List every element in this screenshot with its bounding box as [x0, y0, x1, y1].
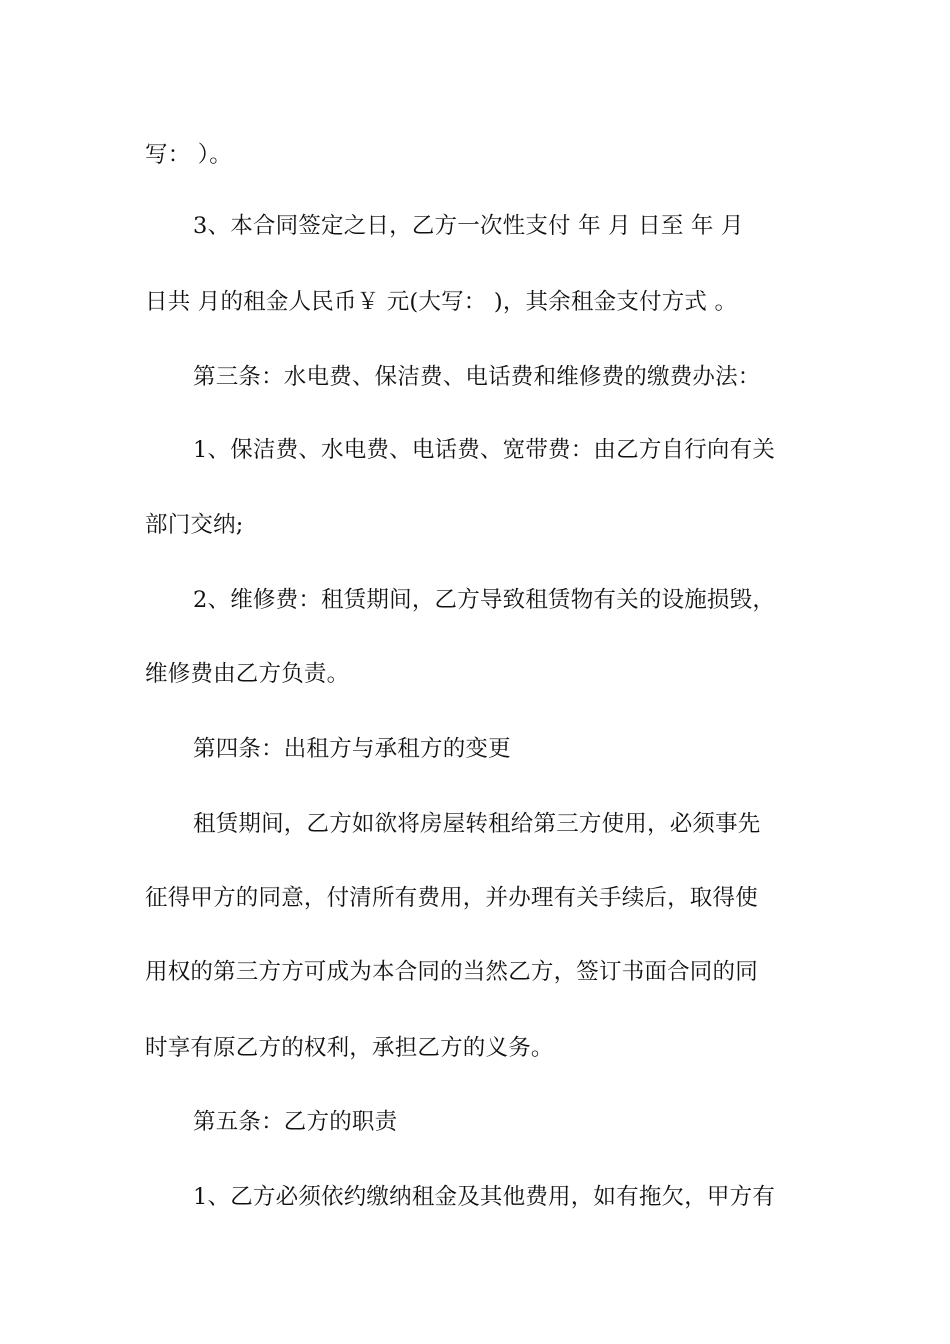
text-line: 用权的第三方方可成为本合同的当然乙方，签订书面合同的同	[145, 959, 758, 985]
text-line: 1、保洁费、水电费、电话费、宽带费：由乙方自行向有关	[193, 437, 776, 463]
text-line: 时享有原乙方的权利，承担乙方的义务。	[145, 1035, 554, 1061]
text-line: 3、本合同签定之日，乙方一次性支付 年 月 日至 年 月	[193, 213, 744, 239]
text-line: 部门交纳;	[145, 512, 244, 538]
text-line: 维修费由乙方负责。	[145, 661, 350, 687]
section-heading: 第四条：出租方与承租方的变更	[193, 736, 511, 762]
text-line: 2、维修费：租赁期间，乙方导致租赁物有关的设施损毁，	[193, 587, 776, 613]
text-line: 写： ）。	[145, 142, 232, 168]
text-line: 租赁期间，乙方如欲将房屋转租给第三方使用，必须事先	[193, 811, 761, 837]
text-line: 日共 月的租金人民币￥ 元(大写： )，其余租金支付方式 。	[145, 289, 738, 315]
text-line: 征得甲方的同意，付清所有费用，并办理有关手续后，取得使	[145, 885, 758, 911]
section-heading: 第三条：水电费、保洁费、电话费和维修费的缴费办法：	[193, 364, 761, 390]
text-line: 1、乙方必须依约缴纳租金及其他费用，如有拖欠，甲方有	[193, 1184, 776, 1210]
section-heading: 第五条：乙方的职责	[193, 1109, 398, 1135]
